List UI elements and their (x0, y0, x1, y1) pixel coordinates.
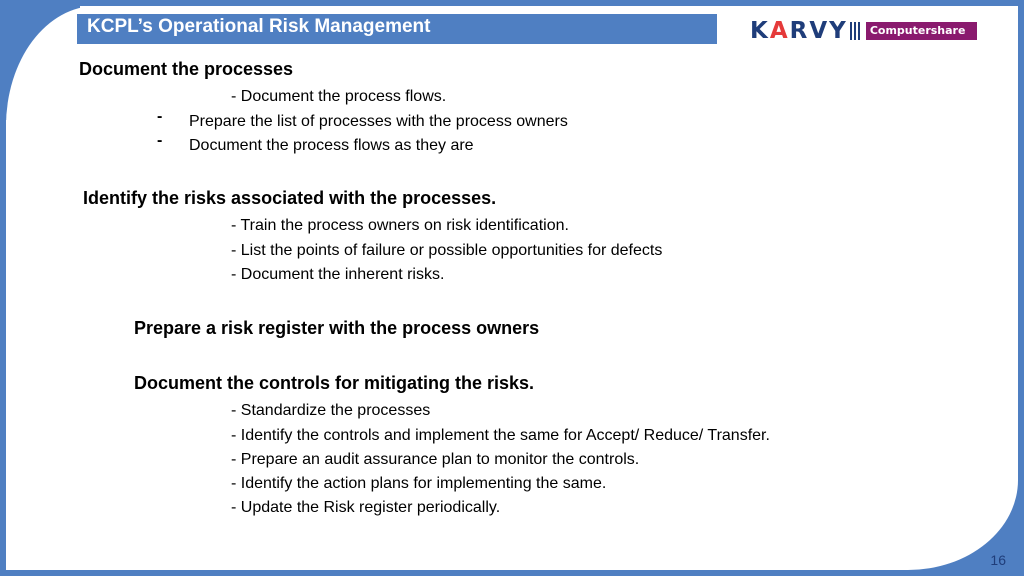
section-line: - Train the process owners on risk identification. (231, 217, 569, 234)
section-heading-risk-register: Prepare a risk register with the process owners (134, 318, 540, 338)
section-line: - Standardize the processes (231, 402, 431, 419)
section-line: - Prepare an audit assurance plan to monitor the controls. (231, 451, 640, 468)
computershare-logo: Computershare (866, 22, 978, 40)
bullet-marker: - (157, 108, 163, 125)
slide-title: KCPL’s Operational Risk Management (87, 16, 431, 37)
page-number: 16 (990, 552, 1006, 568)
company-logo (750, 18, 977, 44)
section-heading-identify-risks: Identify the risks associated with the processes. (83, 188, 497, 208)
bullet-marker: - (157, 132, 163, 149)
karvy-logo: KARVY (750, 18, 848, 44)
section-line: - Identify the action plans for implementing the same. (231, 475, 607, 492)
section-line: - Identify the controls and implement the same for Accept/ Reduce/ Transfer. (231, 427, 770, 444)
bullet-item: Prepare the list of processes with the process owners (189, 113, 568, 130)
logo-bars-icon (850, 22, 862, 40)
section-line: - Document the process flows. (231, 88, 447, 105)
bottom-border (0, 570, 1024, 576)
section-heading-document-processes: Document the processes (79, 59, 294, 79)
section-line: - Document the inherent risks. (231, 266, 445, 283)
section-line: - List the points of failure or possible opportunities for defects (231, 242, 663, 259)
section-heading-document-controls: Document the controls for mitigating the risks. (134, 373, 535, 393)
section-line: - Update the Risk register periodically. (231, 499, 501, 516)
bullet-item: Document the process flows as they are (189, 137, 474, 154)
title-bar (77, 14, 717, 44)
